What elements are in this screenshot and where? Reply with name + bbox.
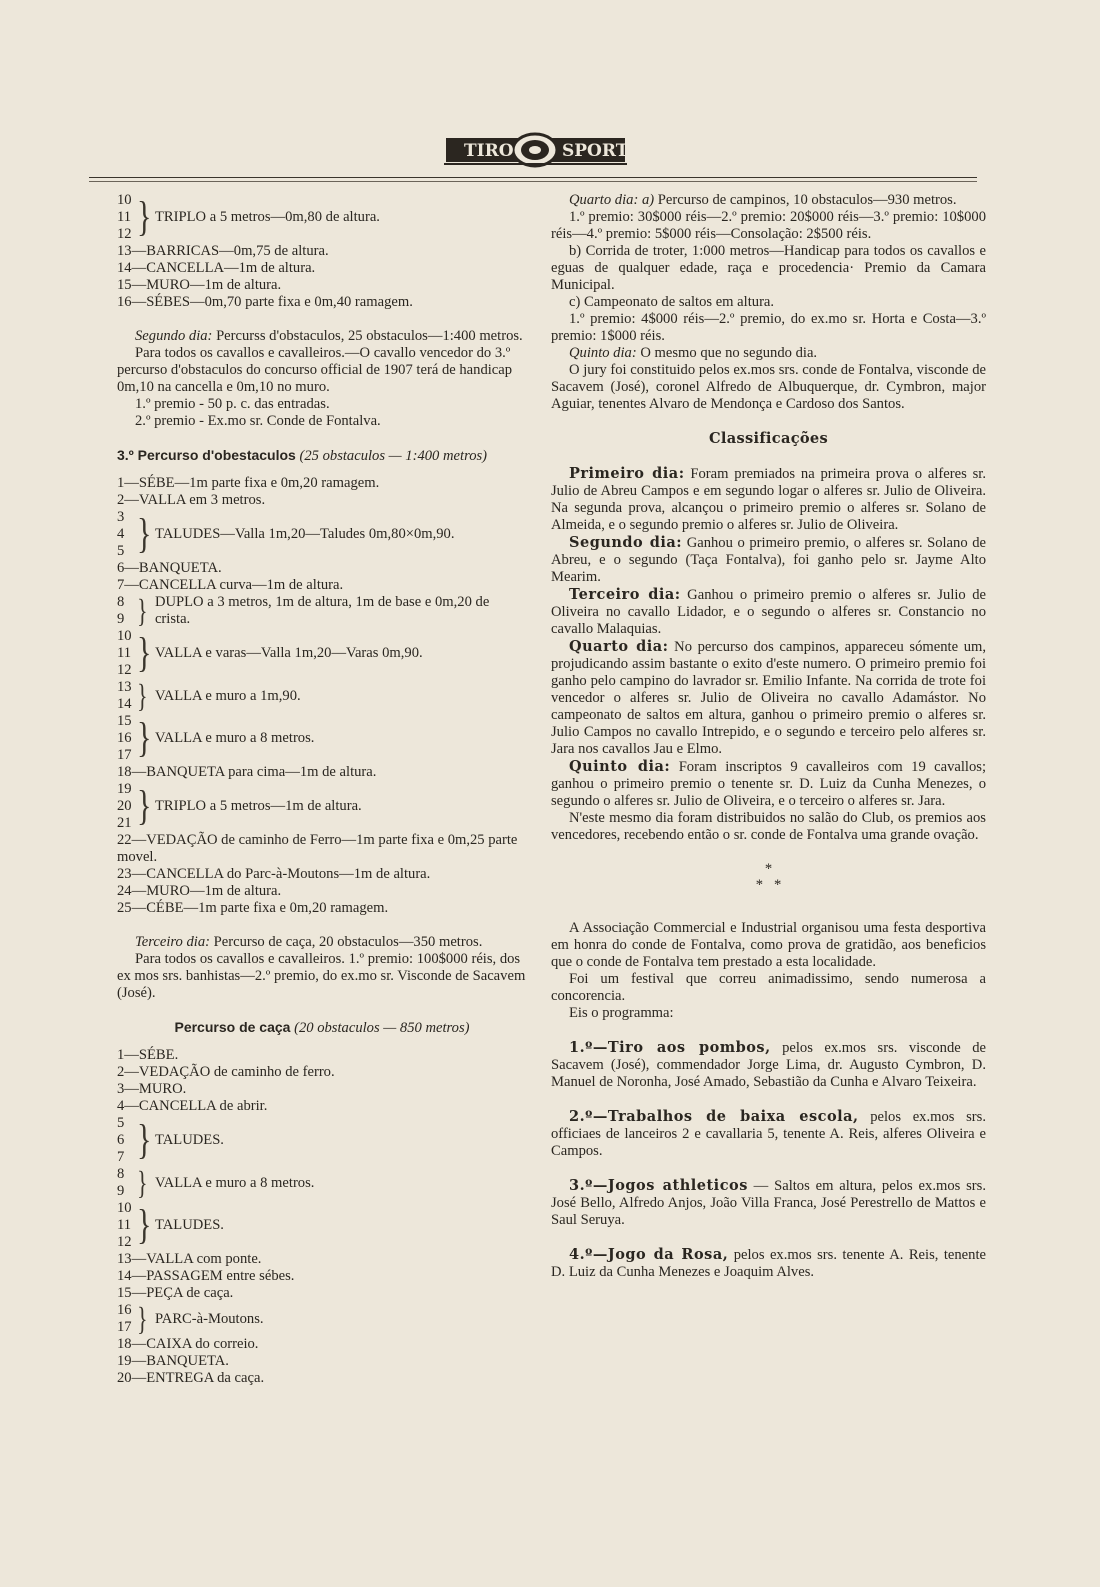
group-text: TALUDES. [155, 1217, 224, 1233]
segundo-line: 1.º premio - 50 p. c. das entradas. [135, 396, 330, 412]
b-paragraph: b) Corrida de troter, 1:000 metros—Handicap para todos os cavallos e eguas de qualquer edade, raça e procedencia· Premio da Camara Municipal. [551, 243, 986, 293]
obstacle-group [117, 1163, 527, 1201]
percurso-caca-heading: Percurso de caça (20 obstaculos — 850 metros) [174, 1019, 470, 1036]
percurso-3-heading: 3.º Percurso d'obestaculos (25 obstaculos — 1:400 metros) [117, 447, 488, 464]
obstacle-line: 3—MURO. [117, 1081, 187, 1097]
brace-icon: } [137, 676, 148, 714]
associacao-paragraph: A Associação Commercial e Industrial organisou uma festa desportiva em honra do conde de Fontalva, como prova de gratidão, aos beneficios que o conde de Fontalva tem prestado a esta localidade. [551, 920, 986, 970]
group-text: VALLA e varas—Valla 1m,20—Varas 0m,90. [155, 645, 423, 661]
obstacle-line: 1—SÉBE. [117, 1047, 179, 1063]
programma-item: 4.º—Jogo da Rosa, pelos ex.mos srs. tenente A. Reis, tenente D. Luiz da Cunha Menezes e Joaquim Alves. [551, 1246, 986, 1280]
classificacao-item: Segundo dia: Ganhou o primeiro premio, o alferes sr. Solano de Abreu, e o segundo (Taça Fontalva), foi ganho pelo sr. Jayme Alto Mearim. [551, 534, 986, 585]
group-numbers: 8 9 [117, 1166, 125, 1199]
obstacle-group [117, 509, 527, 560]
brace-icon: } [137, 510, 152, 557]
obstacle-line: 24—MURO—1m de altura. [117, 883, 282, 899]
group-numbers: 13 14 [117, 679, 132, 712]
obstacle-group [117, 628, 527, 679]
obstacle-group [117, 1299, 527, 1337]
quarto-premios: 1.º premio: 30$000 réis—2.º premio: 20$000 réis—3.º premio: 10$000 réis—4.º premio: 5$000 réis—Consolação: 2$500 réis. [551, 209, 986, 242]
terceiro-dia-paragraph: Terceiro dia: Percurso de caça, 20 obstaculos—350 metros. [135, 934, 483, 950]
right-column [551, 192, 986, 1281]
obstacle-group [117, 676, 527, 714]
obstacle-line: 15—MURO—1m de altura. [117, 277, 282, 293]
obstacle-group [117, 781, 527, 832]
quinto-dia-paragraph: Quinto dia: O mesmo que no segundo dia. [569, 345, 818, 361]
obstacle-group [117, 1200, 527, 1251]
obstacle-line: 25—CÉBE—1m parte fixa e 0m,20 ramagem. [117, 900, 389, 916]
group-text: TALUDES—Valla 1m,20—Taludes 0m,80×0m,90. [155, 526, 455, 542]
header-rule [89, 177, 977, 178]
brace-icon: } [137, 1201, 152, 1248]
segundo-dia-paragraph: Segundo dia: Percurss d'obstaculos, 25 obstaculos—1:400 metros. [135, 328, 523, 344]
group-numbers: 3 4 5 [117, 509, 125, 559]
group-text: VALLA e muro a 8 metros. [155, 730, 315, 746]
classificacao-item: Primeiro dia: Foram premiados na primeira prova o alferes sr. Julio de Abreu Campos e em segundo logar o alferes sr. Julio de Oliveira. Na segunda prova, alcançou o primeiro premio o alferes sr. Solano de Almeida, e o segundo premio o alferes sr. Julio de Oliveira. [551, 465, 986, 533]
classificacoes-list [551, 465, 986, 810]
obstacle-line: 6—BANQUETA. [117, 560, 222, 576]
obstacle-group [117, 713, 527, 764]
obstacle-group [117, 1115, 527, 1166]
logo-text-left: TIRO [464, 141, 514, 161]
obstacle-line: 2—VEDAÇÃO de caminho de ferro. [117, 1064, 335, 1080]
segundo-line: 2.º premio - Ex.mo sr. Conde de Fontalva. [135, 413, 381, 429]
obstacle-line: 7—CANCELLA curva—1m de altura. [117, 577, 344, 593]
group-numbers: 19 20 21 [117, 781, 132, 831]
section-divider: * * * [755, 861, 782, 893]
obstacle-line: 16—SÉBES—0m,70 parte fixa e 0m,40 ramagem. [117, 294, 413, 310]
festival-paragraph: Foi um festival que correu animadissimo, sendo numerosa a concorencia. [551, 971, 986, 1004]
obstacle-line: 22—VEDAÇÃO de caminho de Ferro—1m parte fixa e 0m,25 parte movel. [117, 832, 518, 865]
obstacle-line: 18—CAIXA do correio. [117, 1336, 259, 1352]
obstacle-line: 13—VALLA com ponte. [117, 1251, 262, 1267]
obstacle-line: 18—BANQUETA para cima—1m de altura. [117, 764, 377, 780]
brace-icon: } [137, 1163, 148, 1201]
obstacle-line: 14—CANCELLA—1m de altura. [117, 260, 316, 276]
group-text: VALLA e muro a 8 metros. [155, 1174, 315, 1191]
masthead-logo [444, 124, 627, 168]
programma-item: 3.º—Jogos athleticos — Saltos em altura, pelos ex.mos srs. José Bello, Alfredo Anjos, João Villa Franca, José Perestrello de Mattos e Saul Seruya. [551, 1177, 986, 1228]
programma-list [551, 1039, 986, 1281]
group-text: PARC-à-Moutons. [155, 1310, 264, 1327]
brace-icon: } [137, 1299, 148, 1337]
header-rule-thin [89, 181, 977, 182]
terceiro-line: Para todos os cavallos e cavalleiros. 1.º premio: 100$000 réis, dos ex mos srs. banhistas—2.º premio, do ex.mo sr. Visconde de Sacavem (José). [117, 951, 526, 1001]
obstacle-group [117, 591, 527, 629]
brace-icon: } [137, 782, 152, 829]
segundo-line: Para todos os cavallos e cavalleiros.—O cavallo vencedor do 3.º percurso d'obstaculos do concurso official de 1907 terá de handicap 0m,10 na cancella e 0m,10 no muro. [117, 345, 513, 395]
group-numbers: 5 6 7 [117, 1115, 125, 1165]
obstacle-line: 13—BARRICAS—0m,75 de altura. [117, 243, 329, 259]
c-paragraph: c) Campeonato de saltos em altura. [569, 294, 775, 310]
brace-icon: } [136, 591, 148, 629]
group-text: VALLA e muro a 1m,90. [155, 687, 301, 704]
group-numbers: 8 9 [117, 594, 125, 627]
group-text: DUPLO a 3 metros, 1m de altura, 1m de base e 0m,20 de crista. [154, 594, 490, 627]
programma-intro: Eis o programma: [569, 1005, 674, 1021]
brace-icon: } [137, 714, 152, 761]
quarto-dia-paragraph: Quarto dia: a) Percurso de campinos, 10 obstaculos—930 metros. [569, 192, 957, 208]
obstacle-group [117, 192, 527, 243]
group-text: TALUDES. [155, 1132, 224, 1148]
classificacoes-heading: Classificações [708, 430, 829, 447]
group-text: TRIPLO a 5 metros—0m,80 de altura. [155, 209, 380, 225]
classificacao-item: Quarto dia: No percurso dos campinos, appareceu sómente um, projudicando assim bastante o exito d'este numero. O primeiro premio foi ganho pelo campino do lavrador sr. Emilio Infante. Na corrida de trote foi vencedor o alferes sr. Julio de Oliveira no cavallo Adamástor. No campeonato de saltos em altura, ganhou o primeiro premio o alferes sr. Julio Campos no cavallo Intrepido, e o segundo e terceiro pelo alferes sr. Jara nos cavallos Jau e Elmo. [551, 638, 986, 757]
classificacao-item: Quinto dia: Foram inscriptos 9 cavalleiros com 19 cavallos; ganhou o primeiro premio o tenente sr. D. Luiz da Cunha Menezes, o segundo o alferes sr. Julio de Oliveira, e o terceiro o alferes sr. Jara. [551, 758, 987, 809]
obstacle-line: 15—PEÇA de caça. [117, 1285, 234, 1301]
obstacle-line: 1—SÉBE—1m parte fixa e 0m,20 ramagem. [117, 475, 380, 491]
left-column [117, 192, 527, 1387]
obstacle-line: 23—CANCELLA do Parc-à-Moutons—1m de altura. [117, 866, 431, 882]
obstacle-line: 20—ENTREGA da caça. [117, 1370, 265, 1386]
group-numbers: 10 11 12 [117, 192, 132, 242]
percurso-caca-list [117, 1047, 527, 1387]
percurso-3-list [117, 475, 527, 917]
group-numbers: 10 11 12 [117, 1200, 132, 1250]
obstacle-line: 2—VALLA em 3 metros. [117, 492, 266, 508]
group-numbers: 10 11 12 [117, 628, 132, 678]
obstacle-line: 19—BANQUETA. [117, 1353, 229, 1369]
brace-icon: } [137, 193, 152, 240]
group-numbers: 15 16 17 [117, 713, 132, 763]
brace-icon: } [137, 629, 152, 676]
group-numbers: 16 17 [117, 1302, 132, 1335]
logo-text-right: SPORT [562, 141, 627, 161]
club-paragraph: N'este mesmo dia foram distribuidos no salão do Club, os premios aos vencedores, recebendo então o sr. conde de Fontalva uma grande ovação. [551, 810, 986, 843]
brace-icon: } [137, 1116, 152, 1163]
c-premios: 1.º premio: 4$000 réis—2.º premio, do ex.mo sr. Horta e Costa—3.º premio: 1$000 réis. [551, 311, 986, 344]
classificacao-item: Terceiro dia: Ganhou o primeiro premio o alferes sr. Julio de Oliveira no cavallo Lidador, e o segundo o alferes sr. Constancio no cavallo Malaquias. [551, 586, 986, 637]
programma-item: 1.º—Tiro aos pombos, pelos ex.mos srs. visconde de Sacavem (José), commendador Jorge Lima, dr. Augusto Cymbron, D. Manuel de Noronha, José Amado, Sebastião da Cunha e Alvaro Teixeira. [551, 1039, 986, 1090]
jury-paragraph: O jury foi constituido pelos ex.mos srs. conde de Fontalva, visconde de Sacavem (José), coronel Alfredo de Albuquerque, dr. Cymbron, major Aguiar, tenentes Alvaro de Mendonça e Cardoso dos Santos. [551, 362, 986, 412]
group-text: TRIPLO a 5 metros—1m de altura. [155, 798, 362, 814]
obstacle-line: 4—CANCELLA de abrir. [117, 1098, 268, 1114]
programma-item: 2.º—Trabalhos de baixa escola, pelos ex.mos srs. officiaes de lanceiros 2 e cavallaria 5, tenente A. Reis, alferes Oliveira e Campos. [551, 1108, 986, 1159]
obstacle-line: 14—PASSAGEM entre sébes. [117, 1268, 295, 1284]
